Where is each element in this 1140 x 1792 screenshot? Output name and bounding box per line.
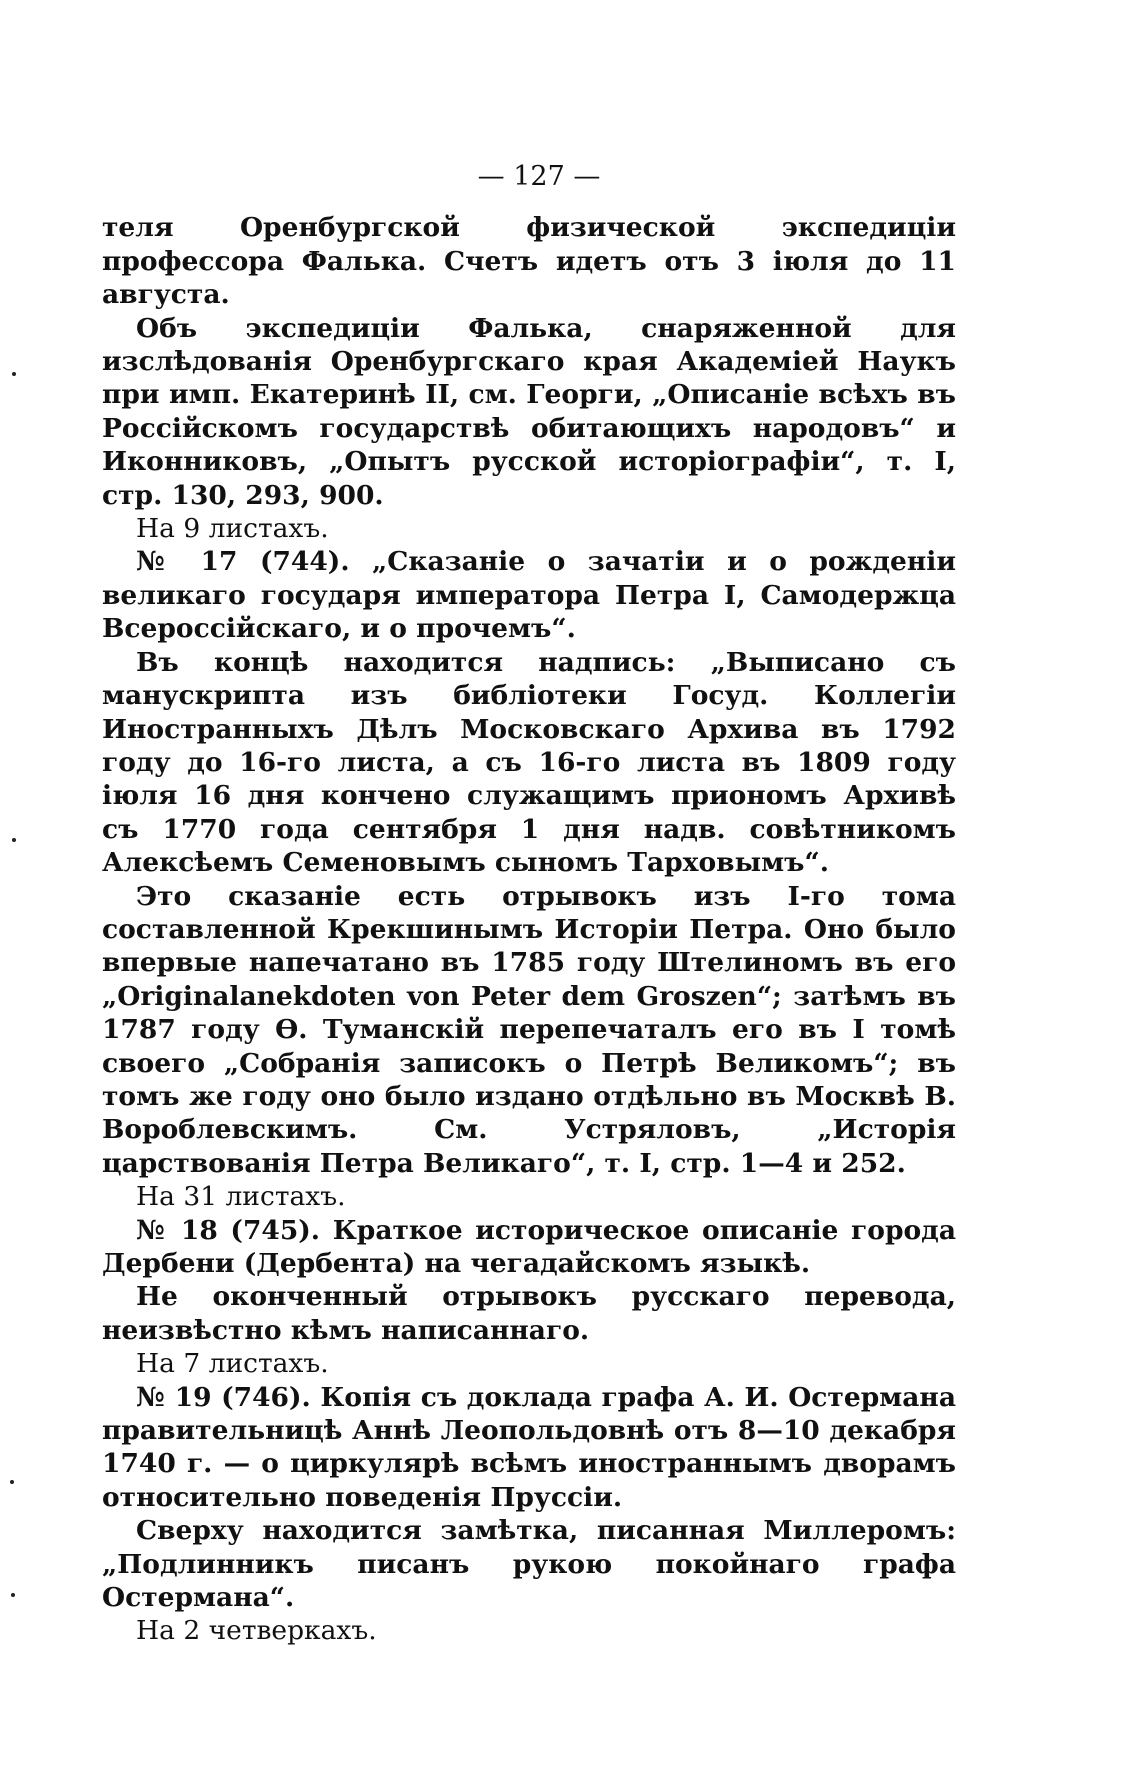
paragraph-expedition-note: Объ экспедиціи Фалька, снаряженной для изслѣдованія Оренбургскаго края Академіей Наукъ при имп. Екатеринѣ II, см. Георги, „Описаніе всѣхъ въ Россійскомъ государствѣ обитающихъ народовъ“ и Иконниковъ, „Опытъ русской исторіографіи“, т. I, стр. 130, 293, 900. [102,312,956,511]
entry-18-title: № 18 (745). Краткое историческое описаніе города Дербени (Дербента) на чегадайскомъ языкѣ. [102,1214,956,1279]
entry-17-inscription: Въ концѣ находится надпись: „Выписано съ манускрипта изъ библіотеки Госуд. Коллегіи Иностранныхъ Дѣлъ Московскаго Архива въ 1792 году до 16-го листа, а съ 16-го листа въ 1809 году іюля 16 дня кончено служащимъ приономъ Архивѣ съ 1770 года сентября 1 дня надв. совѣтникомъ Алексѣемъ Семеновымъ сыномъ Тарховымъ“. [102,646,956,879]
sheet-count-7: На 7 листахъ. [136,1348,329,1380]
quire-count-2: На 2 четверкахъ. [136,1615,377,1647]
document-page [102,160,956,1648]
entry-18-note: Не оконченный отрывокъ русскаго перевода, неизвѣстно кѣмъ написаннаго. [102,1281,956,1346]
entry-19-title: № 19 (746). Копія съ доклада графа А. И. Остермана правительницѣ Аннѣ Леопольдовнѣ отъ 8—10 декабря 1740 г. — о циркулярѣ всѣмъ иностраннымъ дворамъ относительно поведенія Пруссіи. [102,1381,956,1513]
scan-speck [10,1480,14,1484]
page-number: — 127 — [477,161,601,192]
paragraph-continuation: теля Оренбургской физической экспедиціи профессора Фалька. Счетъ идетъ отъ 3 іюля до 11 августа. [102,212,956,311]
scan-speck [12,372,16,376]
scan-speck [11,1593,15,1597]
scan-speck [12,838,16,842]
entry-17-commentary: Это сказаніе есть отрывокъ изъ I-го тома составленной Крекшинымъ Исторіи Петра. Оно было впервые напечатано въ 1785 году Штелиномъ въ его „Originalanekdoten von Peter dem Groszen“; затѣмъ въ 1787 году Ѳ. Туманскій перепечаталъ его въ I томѣ своего „Собранія записокъ о Петрѣ Великомъ“; въ томъ же году оно было издано отдѣльно въ Москвѣ В. Вороблевскимъ. См. Устряловъ, „Исторія царствованія Петра Великаго“, т. I, стр. 1—4 и 252. [102,880,956,1179]
entry-19-note: Сверху находится замѣтка, писанная Миллеромъ: „Подлинникъ писанъ рукою покойнаго графа Остермана“. [102,1515,956,1614]
sheet-count-9: На 9 листахъ. [136,513,329,545]
entry-17-title: № 17 (744). „Сказаніе о зачатіи и о рожденіи великаго государя императора Петра I, Самодержца Всероссійскаго, и о прочемъ“. [102,546,956,645]
sheet-count-31: На 31 листахъ. [136,1181,346,1213]
